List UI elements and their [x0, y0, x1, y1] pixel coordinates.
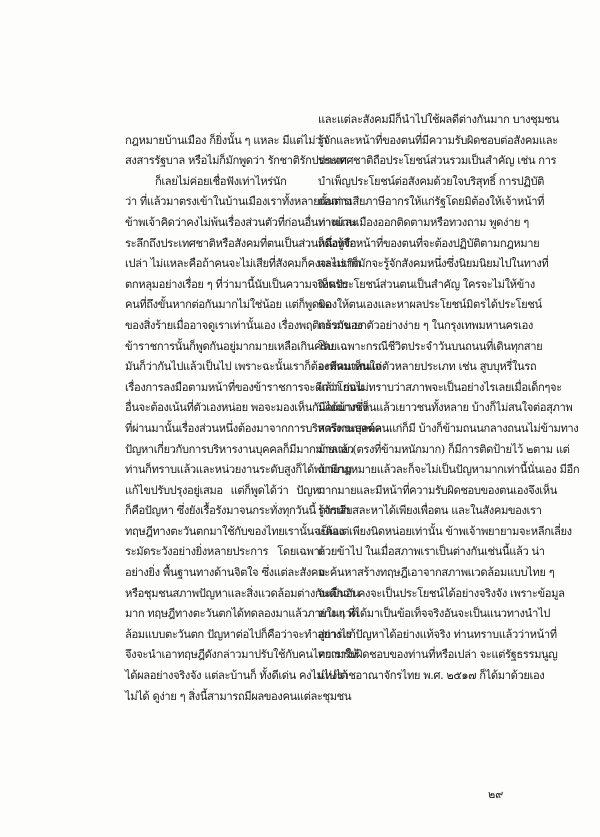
- text-line: แห่งราชอาณาจักรไทย พ.ศ. ๒๕๑๗ ก็ได้มาด้วยเอง: [318, 669, 545, 683]
- text-line: อย่างยิ่ง พื้นฐานทางด้านจิตใจ ซึ่งแต่ละสังคม: [125, 566, 325, 580]
- text-line: สงสารรัฐบาล หรือไม่ก็มักพูดว่า รักชาติรักประเทศ: [125, 154, 347, 168]
- text-line: ปัญหาเกี่ยวกับการบริหารงานบุคคลก็มีมากมายแล้ว: [125, 442, 354, 456]
- text-line: เปล่า ไม่แหละคือถ้าคนจะไม่เสียที่สังคมก็คงจะไม่เกิด: [125, 257, 361, 271]
- text-line: สู่การแก้ปัญหาได้อย่างแท้จริง ท่านทราบแล้วว่าหน้าที่: [318, 627, 557, 641]
- text-line: จะค้นหาสร้างทฤษฎีเอาจากสภาพแวดล้อมแบบไทย ๆ: [318, 566, 555, 580]
- text-line: จะมีคนเห็นแก่ตัวหลายประเภท เช่น สูบบุหรี่ในรถ: [318, 360, 537, 374]
- text-line: ประเทศชาติถือประโยชน์ส่วนรวมเป็นสำคัญ เช่น การ: [318, 154, 557, 168]
- text-line: บำเพ็ญประโยชน์ต่อสังคมด้วยใจบริสุทธิ์ การปฏิบัติ: [318, 174, 545, 188]
- text-line: เรื่องการลงมือตามหน้าที่ของข้าราชการจะดีกว่า ก่อน: [125, 380, 364, 394]
- text-line: คนที่ถึงขั้นหากต่อกันมากไม่ใช่น้อย แต่ก็พูดผิด: [125, 298, 332, 312]
- text-line: และเราก็มักจะรู้จักสังคมหนึ่งซึ่งนิยมนิยมไปในทางที่: [318, 257, 549, 271]
- text-line: ระลึกถึงประเทศชาติหรือสังคมที่ตนเป็นส่วนหนึ่งหรือ: [125, 236, 357, 250]
- text-line: ของให้ตนเองและหาผลประโยชน์มิตรได้ประโยชน์: [318, 298, 542, 312]
- text-line: ว่า ที่แล้วมาตรงเข้าในบ้านเมืองเราทั้งหลายนั้นต่าง: [125, 195, 352, 209]
- text-line: แก้ไขปรับปรุงอยู่เสมอ แต่ก็พูดได้ว่า ปัญหา: [125, 483, 325, 497]
- text-line: โดยเฉพาะกรณีชีวิตประจำวันบนถนนที่เดินทุกสาย: [318, 339, 543, 353]
- text-line: มาก ทฤษฎีทางตะวันตกได้ทดลองมาแล้วภายในแวด: [125, 607, 359, 621]
- page-number: ๒๙: [488, 788, 504, 801]
- text-line: ทฤษฎีทางตะวันตกมาใช้กับของไทยเรานั้นจะต้อง: [125, 524, 344, 538]
- text-line: ที่ผ่านมานั้นเรื่องส่วนหนึ่งต้องมาจากการบริหารงานบุคคล: [125, 421, 382, 435]
- text-line: และแต่ละสังคมมีก็นำไปใช้ผลดีต่างกันมาก บางชุมชน: [318, 113, 559, 126]
- text-line: มันก็ว่ากันไปแล้วเป็นไป เพราะฉะนั้นเราก็ต้องหันมาสนใจ: [125, 360, 381, 374]
- text-line: ต่าง ๆ ที่ได้มาเป็นข้อเท็จจริงอันจะเป็นแนวทางนำไป: [318, 607, 550, 621]
- text-line: ล้อมแบบตะวันตก ปัญหาต่อไปก็คือว่าจะทำอย่างไร: [125, 627, 352, 641]
- text-line: ก็เลยไม่ค่อยเชื่อฟังเท่าไหร่นัก: [155, 174, 287, 188]
- text-line: จะดีกว่า คงจะเป็นประโยชน์ได้อย่างจริงจัง เพราะข้อมูล: [318, 586, 565, 600]
- text-line: ถ้ามีกฎหมายแล้วละก็จะไม่เป็นปัญหามากเท่านี้นั่นเอง มีอีก: [318, 463, 580, 477]
- text-line: แล้วโยนไม่ทราบว่าสภาพจะเป็นอย่างไรเลยเมื่อเด็กๆจะ: [318, 380, 562, 394]
- text-line: ความรับผิดชอบของท่านที่หรือเปล่า จะแต่รัฐธรรมนูญ: [318, 648, 558, 662]
- text-line: สตรีพระสงฆ์คนแก่ก็มี บ้างก็ข้ามถนนกลางถนนไม่ข้ามทาง: [318, 421, 579, 435]
- text-line: ได้ผลอย่างจริงจัง แต่ละบ้านก็ ทั้งดีเด่น คงไม่ไปได้: [125, 669, 348, 683]
- text-line: ต่อการเสียภาษีอากรให้แก่รัฐโดยมิต้องให้เจ้าหน้าที่: [318, 195, 545, 209]
- text-line: ก็คือปัญหา ซึ่งยังเรื้อรังมาจนกระทั่งทุกวันนี้ การนำ: [125, 504, 351, 518]
- text-line: ด้วยข้าไป ในเมื่อสภาพเราเป็นต่างกันเช่นนี้แล้ว น่า: [318, 545, 545, 559]
- text-line: ก็คือรู้จักหน้าที่ของตนที่จะต้องปฏิบัติตามกฎหมาย: [318, 236, 540, 250]
- left-text-column: [125, 110, 382, 707]
- text-line: อื่นจะต้องเน้นที่ตัวเองหน่อย พอจะมองเห็นกันได้บ้างซึ่ง: [125, 401, 368, 415]
- text-line: เห็นประโยชน์ส่วนตนเป็นสำคัญ ใครจะไม่ให้ข้าง: [318, 277, 535, 291]
- text-line: ระมัดระวังอย่างยิ่งหลายประการ โดยเฉพาะ: [125, 545, 325, 559]
- text-line: จึงจะนำเอาทฤษฎีดังกล่าวมาปรับใช้กับคนไทยเราให้: [125, 648, 358, 662]
- right-text-column: [318, 110, 580, 687]
- text-line: รู้จักและหน้าที่ของตนที่มีความรับผิดชอบต่อสังคมและ: [318, 133, 558, 147]
- text-line: กฎหมายบ้านเมือง ก็ยิ่งนั้น ๆ แหละ มีแต่ไม่ว่า: [125, 133, 327, 147]
- text-line: ตกหลุมอย่างเรื่อย ๆ ที่ว่ามานี้นับเป็นความจริงครับ: [125, 277, 348, 291]
- text-line: มากมายและมีหน้าที่ความรับผิดชอบของตนเองจึงเห็น: [318, 483, 557, 497]
- text-line: รู้จักเสียสละหาได้เพียงเพื่อตน และในสังคมของเรา: [318, 504, 542, 518]
- text-line: ของสิ่งร้ายเมื่ออาจดูเราเท่านั้นเอง เรื่องพฤติกรรมของ: [125, 318, 363, 332]
- text-line: หรือชุมชนสภาพปัญหาและสิ่งแวดล้อมต่างกันเป็นอัน: [125, 586, 360, 600]
- text-line: มีคนมากเห็นแล้วเยาวชนทั้งหลาย บ้างก็ไม่สนใจต่อสุภาพ: [318, 401, 573, 415]
- text-line: ท่านก็ทราบแล้วและหน่วยงานระดับสูงก็ได้พยายาม: [125, 463, 352, 477]
- text-line: แล้วกัน ยกตัวอย่างง่าย ๆ ในกรุงเทพมหานครเอง: [318, 318, 533, 332]
- text-line: [125, 110, 325, 131]
- text-line: ข้าราชการนั้นก็พูดกันอยู่มากมายเหลือเกินครับ: [125, 339, 334, 353]
- text-line: ไม่ได้ ดูง่าย ๆ สิ่งนี้สามารถมีผลของคนแต่ละชุมชน: [125, 689, 352, 703]
- text-line: ข้าพเจ้าคิดว่าคงไม่พ้นเรื่องส่วนตัวที่ก่อนอื่นท่านและ: [125, 215, 358, 229]
- text-line: ทางบ้านเมืองออกติดตามหรือทวงถาม พูดง่าย ๆ: [318, 215, 529, 229]
- text-line: ม้าลาย (ตรงที่ข้ามหนักมาก) ก็มีการติดป้ายไว้ ๒ตาม แต่: [318, 442, 570, 456]
- text-line: เป็นแต่เพียงนิดหน่อยเท่านั้น ข้าพเจ้าพยายามจะหลีกเลี่ยง: [318, 524, 572, 538]
